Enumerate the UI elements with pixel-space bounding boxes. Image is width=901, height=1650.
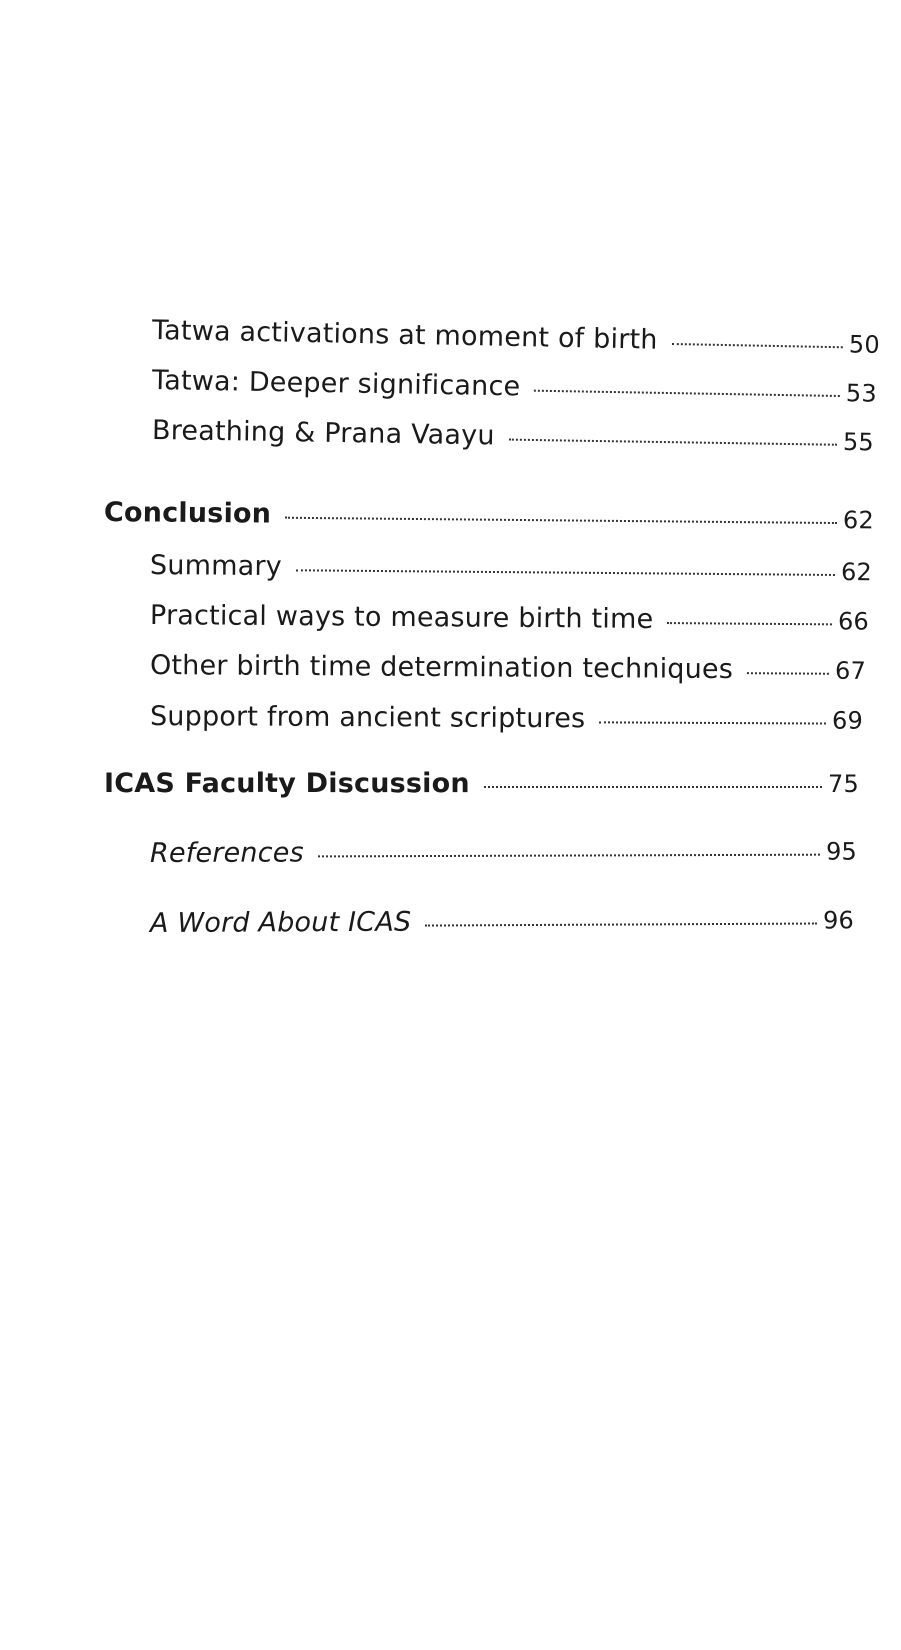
toc-entry-breathing xyxy=(152,415,874,457)
toc-entry-title: Summary xyxy=(149,550,283,583)
leader-dots xyxy=(672,343,843,348)
toc-entry-word-about-icas xyxy=(150,904,854,939)
leader-dots xyxy=(318,854,820,858)
toc-entry-title: Other birth time determination techniques xyxy=(149,650,734,686)
leader-dots xyxy=(285,517,837,524)
toc-entry-title: Breathing & Prana Vaayu xyxy=(151,415,495,452)
toc-chapter-title: Conclusion xyxy=(103,497,272,530)
toc-page-number: 96 xyxy=(822,906,855,935)
leader-dots xyxy=(509,439,837,446)
toc-page-number: 66 xyxy=(837,607,870,636)
toc-entry-practical-ways xyxy=(150,600,869,637)
toc-entry-title: References xyxy=(149,837,304,869)
leader-dots xyxy=(747,672,829,675)
toc-entry-title: Practical ways to measure birth time xyxy=(149,600,654,635)
toc-page-number: 50 xyxy=(848,330,881,359)
toc-page-number: 55 xyxy=(842,427,875,457)
toc-entry-title: Tatwa activations at moment of birth xyxy=(151,315,658,356)
toc-page-number: 95 xyxy=(825,837,858,866)
toc-entry-summary xyxy=(150,550,872,587)
leader-dots xyxy=(425,923,817,927)
toc-entry-title: Support from ancient scriptures xyxy=(149,701,586,735)
leader-dots xyxy=(667,622,832,625)
toc-entry-other-techniques xyxy=(150,650,866,686)
toc-entry-ancient-scriptures xyxy=(150,701,863,736)
leader-dots xyxy=(599,721,826,724)
leader-dots xyxy=(296,569,835,576)
toc-page-number: 67 xyxy=(834,656,867,685)
toc-page-number: 62 xyxy=(840,558,873,587)
toc-entry-conclusion xyxy=(104,497,874,535)
leader-dots xyxy=(484,786,822,788)
toc-entry-icas-faculty xyxy=(104,768,859,799)
toc-entry-title: A Word About ICAS xyxy=(149,906,412,939)
toc-page-number: 62 xyxy=(842,506,875,535)
toc-chapter-title: ICAS Faculty Discussion xyxy=(104,768,470,799)
toc-entry-tatwa-activations xyxy=(152,315,880,360)
toc-page-number: 75 xyxy=(828,770,859,798)
toc-page-number: 53 xyxy=(845,379,878,408)
toc-entry-references xyxy=(150,836,857,869)
toc-page-number: 69 xyxy=(831,706,864,735)
leader-dots xyxy=(534,390,840,397)
toc-entry-tatwa-deeper xyxy=(152,365,877,409)
toc-entry-title: Tatwa: Deeper significance xyxy=(151,365,521,403)
